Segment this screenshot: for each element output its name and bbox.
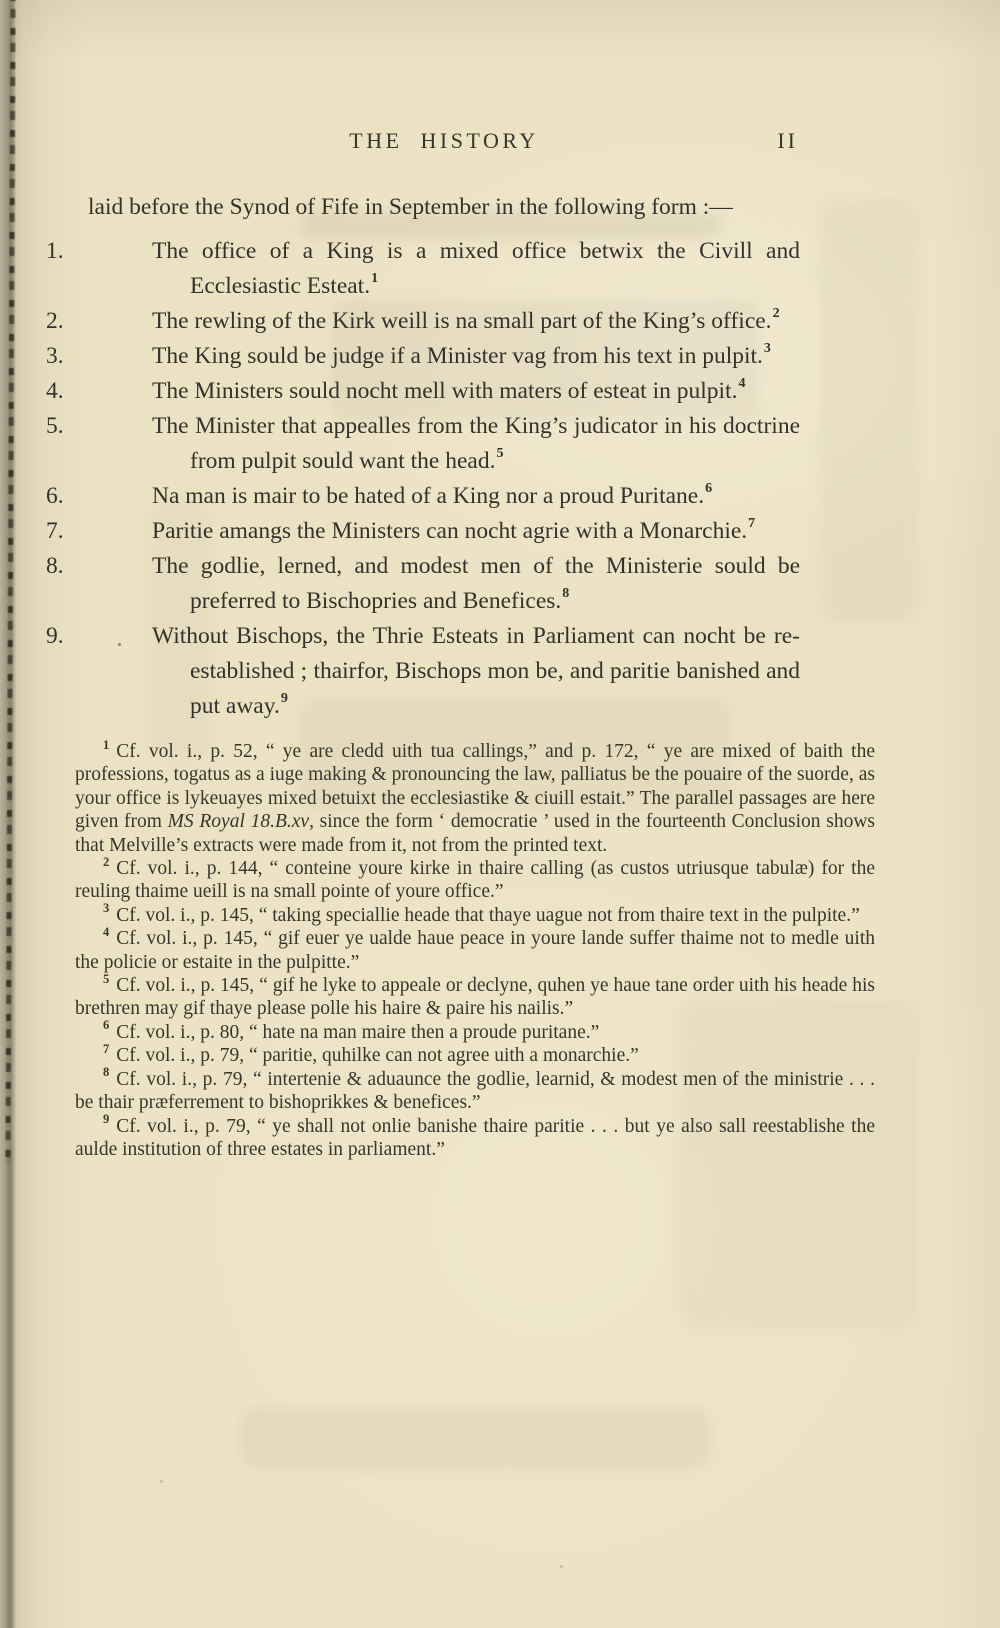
footnote-ref: 8: [562, 586, 570, 602]
running-header: [88, 128, 800, 154]
footnote-mark: 9: [103, 1112, 110, 1126]
list-item: [46, 339, 800, 374]
footnotes-block: [75, 737, 875, 1161]
footnote-text: Cf. vol. i., p. 144, “ conteine youre kirke in thaire calling (as custos utriusque tabulæ) for the reuling thaime ueill is na small pointe of youre office.”: [75, 858, 875, 903]
item-text: The King sould be judge if a Minister vag from his text in pulpit.: [152, 343, 763, 369]
footnote-mark: 7: [103, 1041, 110, 1056]
list-item: [46, 479, 800, 514]
footnote: [75, 901, 875, 927]
footnote-ref: 4: [738, 376, 746, 392]
item-number: 8.: [46, 553, 64, 579]
footnote-text: , since the form ‘ democratie ’ used in the fourteenth Conclusion shows that Melville’s extracts were made from it, not from the printed text.: [75, 811, 875, 856]
page-edge-shadow: [7, 1150, 13, 1628]
ink-speck: [560, 1565, 563, 1568]
footnote: [75, 924, 875, 974]
footnote-text: Cf. vol. i., p. 79, “ ye shall not onlie banishe thaire paritie . . . but ye also sall reestablishe the aulde institution of three estates in parliament.”: [75, 1115, 875, 1160]
footnote-mark: 4: [103, 924, 110, 939]
footnote: [75, 737, 875, 857]
intro-paragraph: laid before the Synod of Fife in September in the following form :—: [88, 194, 733, 220]
footnote: [75, 854, 875, 904]
show-through-ghost: [240, 1408, 710, 1468]
footnote-ref: 2: [772, 306, 780, 322]
footnote-mark: 5: [103, 971, 110, 986]
footnote-mark: 3: [103, 901, 110, 916]
footnote-ref: 3: [763, 341, 771, 357]
footnote-text: Cf. vol. i., p. 79, “ paritie, quhilke can not agree uith a monarchie.”: [116, 1045, 639, 1067]
footnote-text: Cf. vol. i., p. 52, “ ye are cledd uith tua callings,” and p. 172, “ ye are mixed of baith the professions, togatus as a iuge making & pronouncing the law, palliatus be the pouaire of the suorde, as your office is lykeuayes mixed betuixt the ecclesiastike & ciuill estait.” The parallel passages are here given from: [75, 741, 875, 833]
footnote-ref: 9: [280, 691, 288, 707]
footnote-ref: 6: [705, 481, 713, 497]
list-item: [46, 304, 800, 339]
list-item: [46, 234, 800, 304]
conclusions-list: [46, 234, 800, 724]
page-content: [46, 0, 875, 1161]
footnote-text: Cf. vol. i., p. 145, “ gif euer ye ualde haue peace in youre lande suffer thaime not to medle uith the policie or estaite in the pulpitte.”: [75, 928, 875, 973]
footnote-ref: 1: [371, 271, 379, 287]
running-title: THE HISTORY: [349, 128, 539, 153]
footnote-text: Cf. vol. i., p. 80, “ hate na man maire then a proude puritane.”: [116, 1021, 600, 1043]
item-number: 4.: [46, 378, 64, 404]
footnote: [75, 971, 875, 1021]
footnote-italic-citation: MS Royal 18.B.xv: [167, 811, 310, 833]
footnote-ref: 7: [748, 516, 756, 532]
footnote-mark: 1: [103, 737, 110, 752]
item-number: 2.: [46, 308, 64, 334]
footnote-text: Cf. vol. i., p. 145, “ taking speciallie heade that thaye uague not from thaire text in the pulpite.”: [116, 904, 860, 926]
item-text: The godlie, lerned, and modest men of the Ministerie sould be preferred to Bischopries and Benefices.: [152, 553, 800, 614]
list-item: [46, 514, 800, 549]
ink-speck: [160, 1480, 163, 1483]
item-text: Without Bischops, the Thrie Esteats in Parliament can nocht be re-established ; thairfor, Bischops mon be, and paritie banished and put away.: [152, 623, 800, 719]
item-number: 6.: [46, 483, 64, 509]
item-number: 7.: [46, 518, 64, 544]
item-text: Paritie amangs the Ministers can nocht agrie with a Monarchie.: [152, 518, 748, 544]
list-item: [46, 619, 800, 724]
footnote: [75, 1041, 875, 1067]
item-text: The office of a King is a mixed office betwix the Civill and Ecclesiastic Esteat.: [152, 238, 800, 299]
footnote-mark: 8: [103, 1065, 110, 1080]
footnote-ref: 5: [496, 446, 504, 462]
item-text: Na man is mair to be hated of a King nor a proud Puritane.: [152, 483, 705, 509]
footnote-text: Cf. vol. i., p. 145, “ gif he lyke to appeale or declyne, quhen ye haue tane order uith his heade his brethren may gif thaye please polle his haire & paire his nailis.”: [75, 975, 875, 1020]
item-number: 3.: [46, 343, 64, 369]
item-text: The Minister that appealles from the King’s judicator in his doctrine from pulpit sould want the head.: [152, 413, 800, 474]
list-item: [46, 409, 800, 479]
footnote: [75, 1065, 875, 1115]
item-number: 1.: [46, 238, 64, 264]
page-number: II: [777, 128, 798, 153]
list-item: [46, 549, 800, 619]
item-number: 5.: [46, 413, 64, 439]
list-item: [46, 374, 800, 409]
footnote-mark: 6: [103, 1018, 110, 1033]
item-text: The Ministers sould nocht mell with maters of esteat in pulpit.: [152, 378, 738, 404]
item-number: 9.: [46, 623, 64, 649]
show-through-ghost: [820, 200, 920, 620]
footnote: [75, 1018, 875, 1044]
footnote: [75, 1112, 875, 1162]
footnote-text: Cf. vol. i., p. 79, “ intertenie & aduaunce the godlie, learnid, & modest men of the ministrie . . . be thair præferrement to bishoprikkes & benefices.”: [75, 1068, 875, 1114]
footnote-mark: 2: [103, 854, 110, 869]
item-text: The rewling of the Kirk weill is na small part of the King’s office.: [152, 308, 772, 334]
